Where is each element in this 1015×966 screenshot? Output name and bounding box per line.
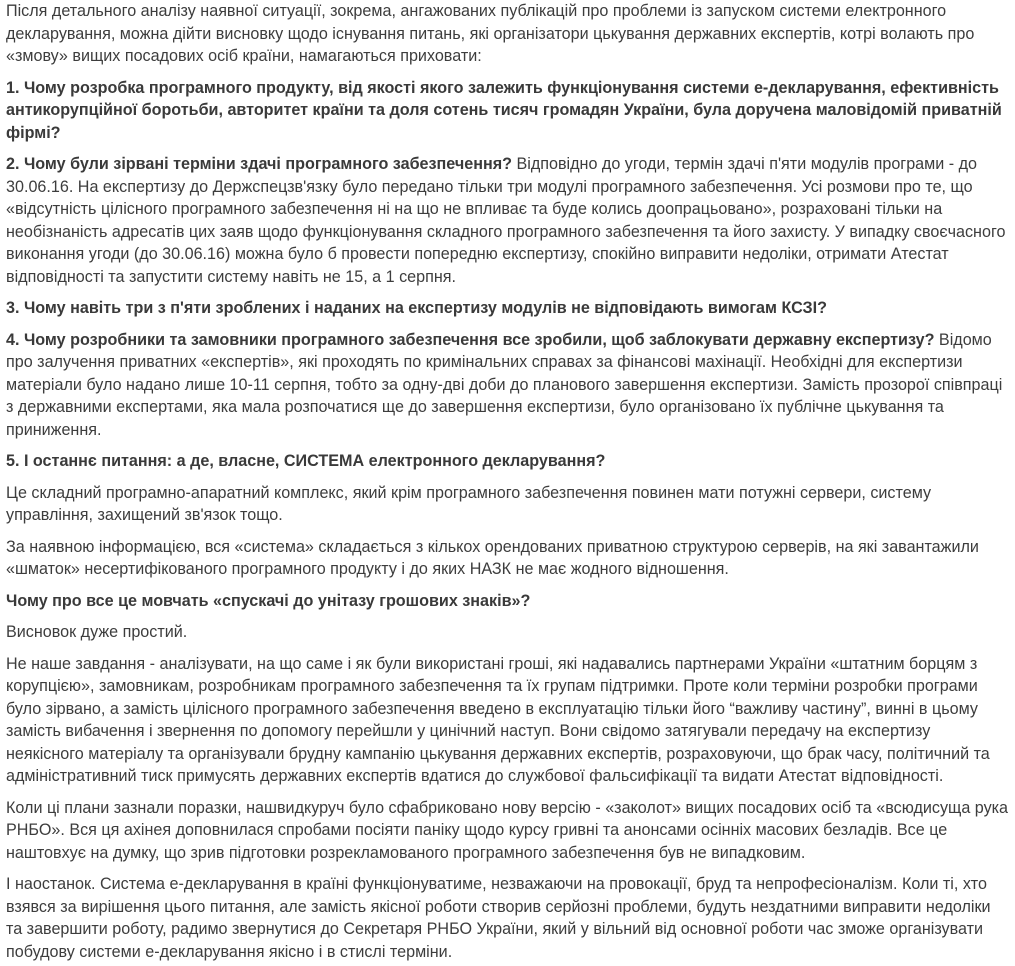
question-3-text: 3. Чому навіть три з п'яти зроблених і наданих на експертизу модулів не відповідають вимогам КСЗІ? [6,299,827,317]
finally-paragraph: І наостанок. Система е-декларування в країні функціонуватиме, незважаючи на провокації, бруд та непрофесіоналізм. Коли ті, хто взявся за вирішення цього питання, але замість якісної роботи створив серйозні проблеми, будуть нездатними виправити недоліки та завершити роботу, радимо звернутися до Секретаря РНБО України, який у вільний від основної роботи час зможе організувати побудову системи е-декларування якісно і в стислі терміни. [6,875,991,961]
task-paragraph: Не наше завдання - аналізувати, на що саме і як були використані гроші, які надавались партнерами України «штатним борцям з корупцією», замовникам, розробникам програмного забезпечення та їх групам підтримки. Проте коли терміни розробки програми було зірвано, а замість цілісного програмного забезпечення введено в експлуатацію тільки його “важливу частину”, винні в цьому замість вибачення і звернення по допомогу перейшли у цинічний наступ. Вони свідомо затягували передачу на експертизу неякісного матеріалу та організували брудну кампанію цькування державних експертів, розраховуючи, що брак часу, політичний та адміністративний тиск примусять державних експертів вдатися до службової фальсифікації та видати Атестат відповідності. [6,654,990,785]
question-1 [6,77,1009,145]
available-info-paragraph: За наявною інформацією, вся «система» складається з кількох орендованих приватною структурою серверів, на які завантажили «шматок» несертифікованого програмного продукту і до яких НАЗК не має жодного відношення. [6,537,979,578]
silence-question-text: Чому про все це мовчать «спускачі до унітазу грошових знаків»? [6,591,531,610]
silence-question [6,590,1009,613]
question-4-body: Відомо про залучення приватних «експертів», які проходять по кримінальних справах за фінансові махінації. Необхідні для експертизи матеріали було надано лише 10-11 серпня, тобто за одну-дві доби до планового завершення експертизи. Замість прозорої співпраці з державними експертами, яка мала розпочатися ще до завершення експертизи, було організовано їх публічне цькування та приниження. [6,330,1003,439]
question-2-heading: 2. Чому були зірвані терміни здачі програмного забезпечення? [6,155,512,173]
question-4-heading: 4. Чому розробники та замовники програмного забезпечення все зробили, щоб заблокувати державну експертизу? [6,330,935,349]
question-3 [6,297,1009,320]
question-2 [6,153,1009,288]
intro-paragraph: Після детального аналізу наявної ситуації, зокрема, ангажованих публікацій про проблеми із запуском системи електронного декларування, можна дійти висновку щодо існування питань, які організатори цькування державних експертів, котрі волають про «змову» вищих посадових осіб країни, намагаються приховати: [6,2,975,65]
question-4 [6,329,1009,442]
question-1-text: 1. Чому розробка програмного продукту, від якості якого залежить функціонування системи е-декларування, ефективність антикорупційної боротьби, авторитет країни та доля сотень тисяч громадян України, була доручена маловідомій приватній фірмі? [6,78,1002,142]
complex-paragraph: Це складний програмно-апаратний комплекс, який крім програмного забезпечення повинен мати потужні сервери, систему управління, захищений зв'язок тощо. [6,483,932,524]
question-5-text: 5. І останнє питання: а де, власне, СИСТЕМА електронного декларування? [6,452,606,470]
conclusion-paragraph: Висновок дуже простий. [6,623,188,641]
plans-paragraph: Коли ці плани зазнали поразки, нашвидкуруч було сфабриковано нову версію - «заколот» вищих посадових осіб та «всюдисуща рука РНБО». Вся ця ахінея доповнилася спробами посіяти паніку щодо курсу гривні та анонсами осінніх масових безладів. Все це наштовхує на думку, що зрив підготовки розрекламованого програмного забезпечення був не випадковим. [6,798,1009,862]
question-2-body: Відповідно до угоди, термін здачі п'яти модулів програми - до 30.06.16. На експертизу до Держспецзв'язку було передано тільки три модулі програмного забезпечення. Усі розмови про те, що «відсутність цілісного програмного забезпечення ні на що не впливає та буде колись доопрацьовано», розраховані тільки на необізнаність адресатів цих заяв щодо функціонування складного програмного забезпечення та його захисту. У випадку своєчасного виконання угоди (до 30.06.16) можна було б провести попередню експертизу, спокійно виправити недоліки, отримати Атестат відповідності та запустити систему навіть не 15, а 1 серпня. [6,155,1006,286]
question-5 [6,450,1009,473]
